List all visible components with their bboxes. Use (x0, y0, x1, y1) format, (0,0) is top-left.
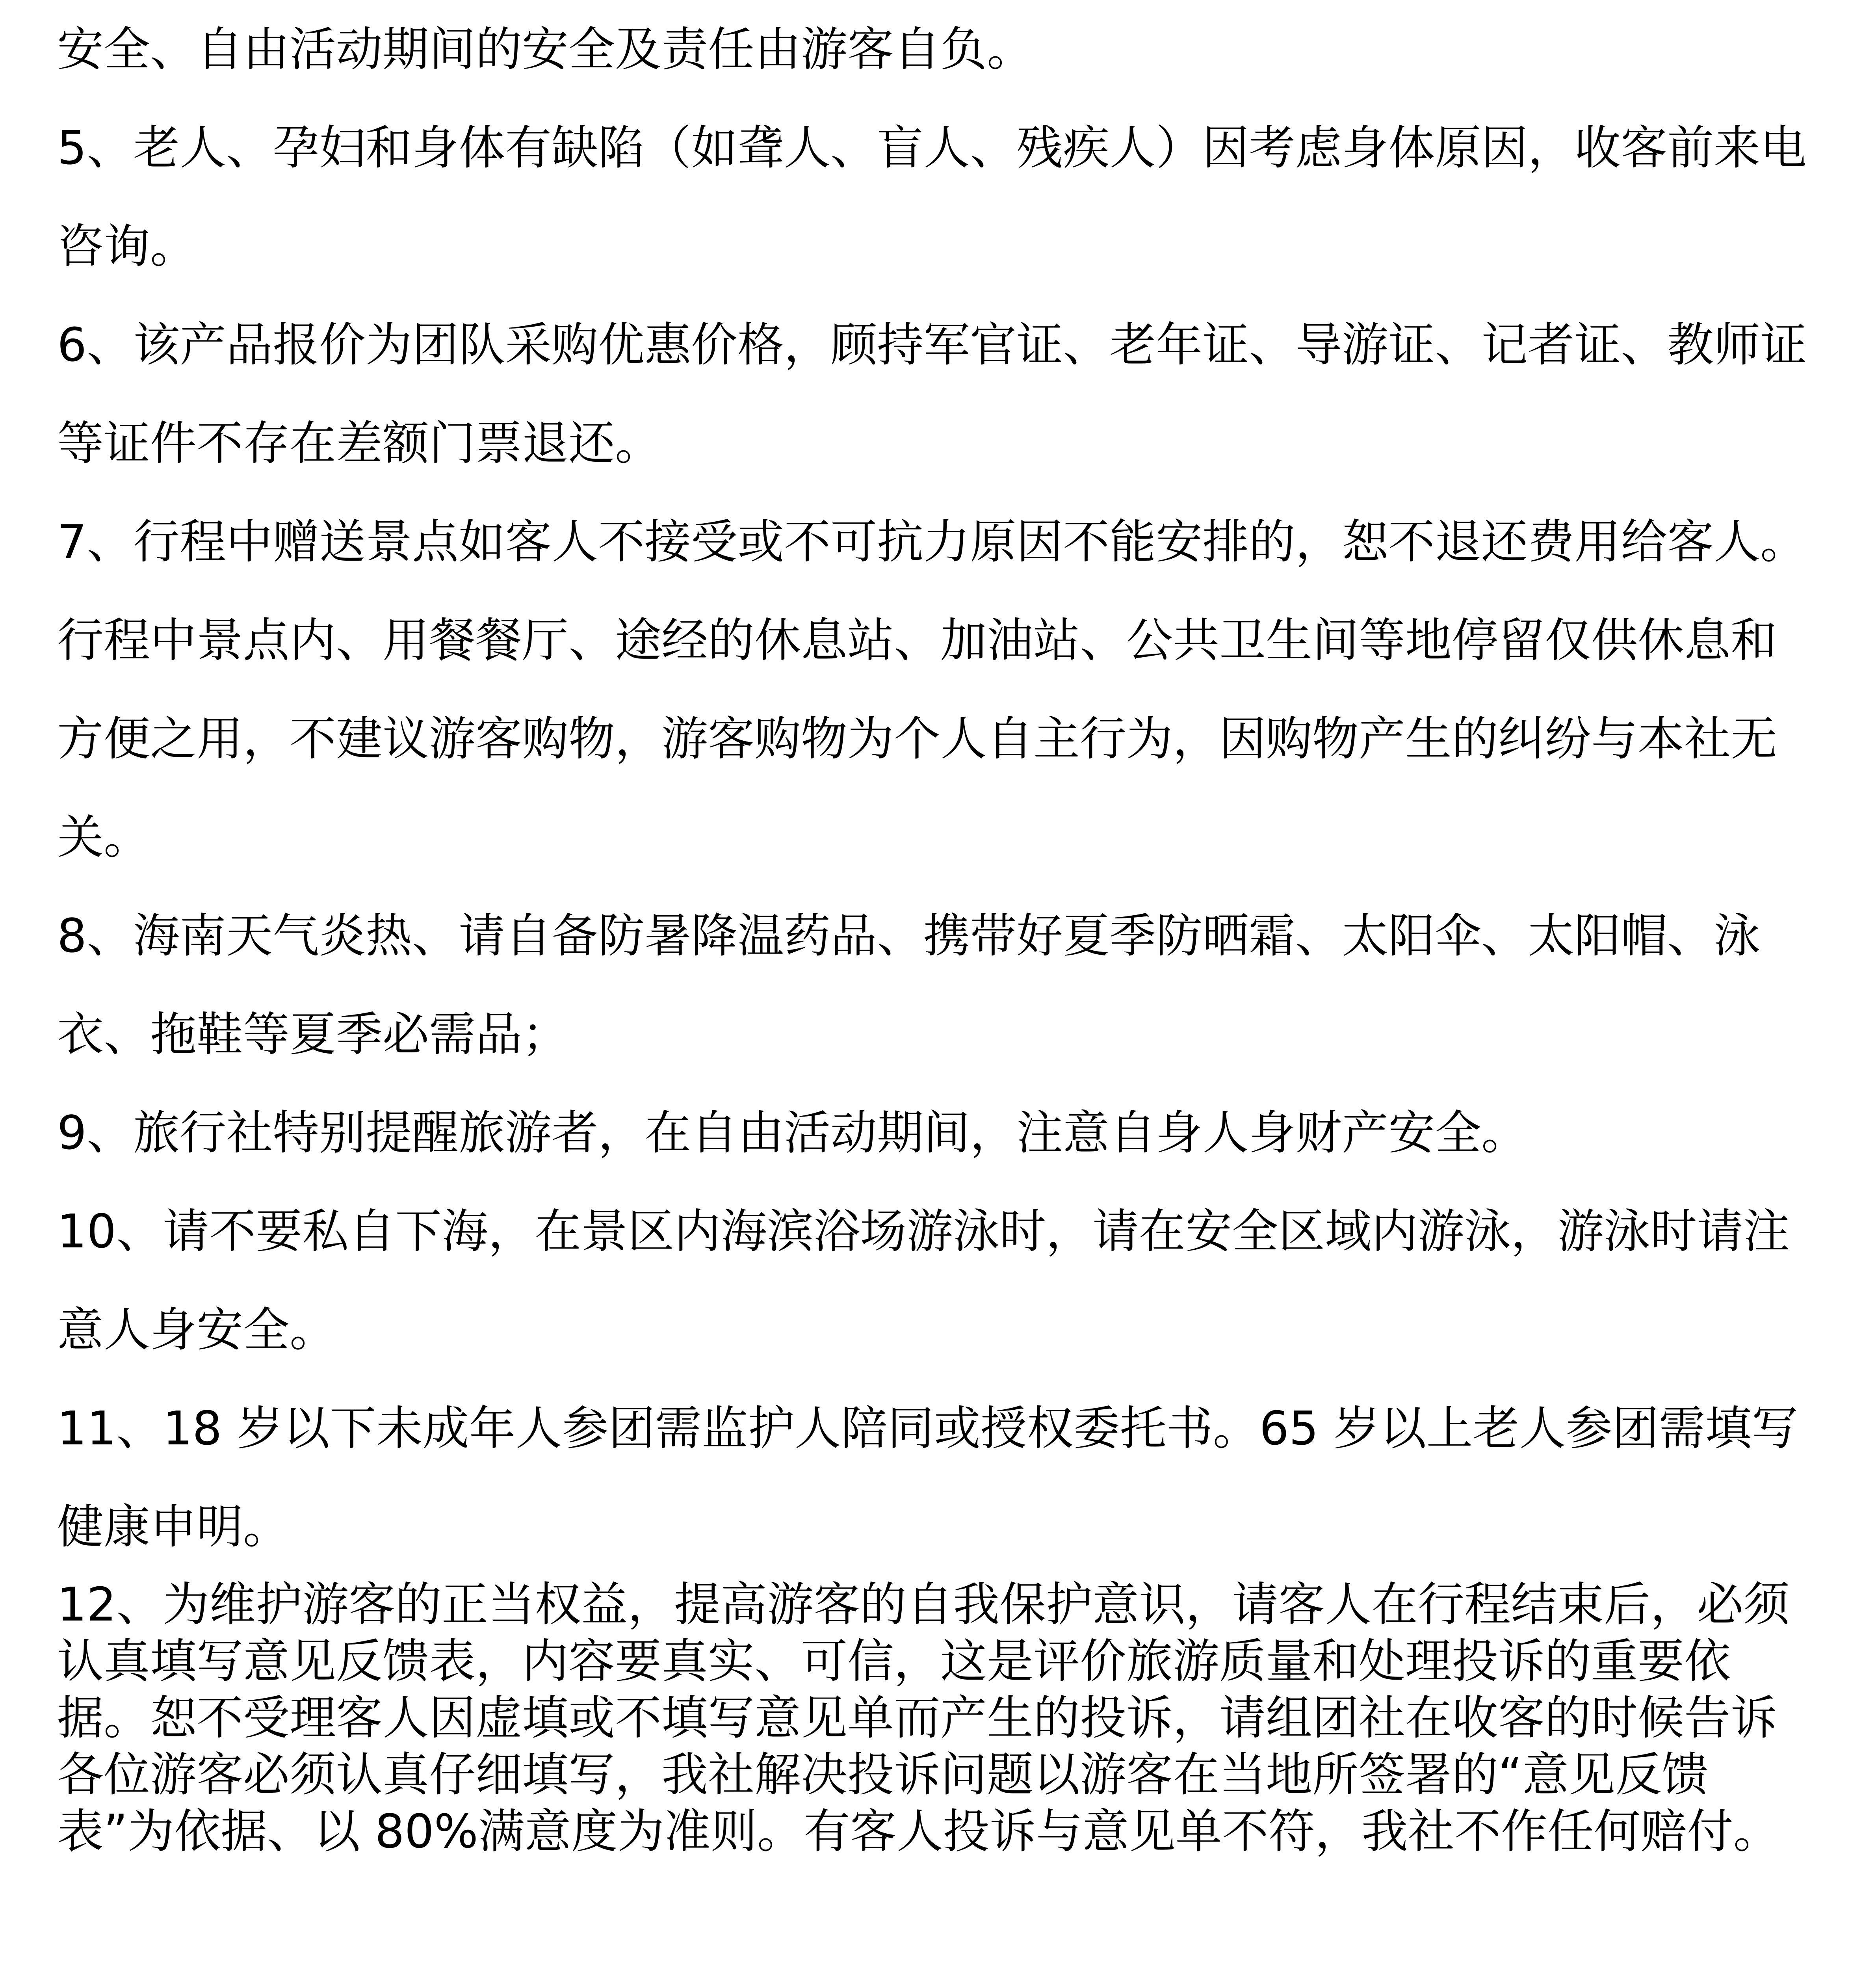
paragraph-item-9: 9、旅行社特别提醒旅游者，在自由活动期间，注意自身人身财产安全。 (57, 1106, 1528, 1160)
notice-text-block (57, 0, 1822, 1860)
paragraph-item-6: 6、该产品报价为团队采购优惠价格，顾持军官证、老年证、导游证、记者证、教师证等证件不存在差额门票退还。 (57, 318, 1807, 470)
paragraph-item-5: 5、老人、孕妇和身体有缺陷（如聋人、盲人、残疾人）因考虑身体原因，收客前来电咨询。 (57, 121, 1807, 273)
paragraph-item-12: 12、为维护游客的正当权益，提高游客的自我保护意识，请客人在行程结束后，必须认真填写意见反馈表，内容要真实、可信，这是评价旅游质量和处理投诉的重要依据。恕不受理客人因虚填或不填写意见单而产生的投诉，请组团社在收客的时候告诉各位游客必须认真仔细填写，我社解决投诉问题以游客在当地所签署的“意见反馈表”为依据、以 80%满意度为准则。有客人投诉与意见单不符，我社不作任何赔付。 (57, 1577, 1790, 1858)
paragraph-safety-continuation: 安全、自由活动期间的安全及责任由游客自负。 (57, 22, 1034, 76)
paragraph-item-8: 8、海南天气炎热、请自备防暑降温药品、携带好夏季防晒霜、太阳伞、太阳帽、泳衣、拖鞋等夏季必需品； (57, 909, 1761, 1061)
paragraph-item-11: 11、18 岁以下未成年人参团需监护人陪同或授权委托书。65 岁以上老人参团需填写健康申明。 (57, 1401, 1798, 1554)
paragraph-item-7: 7、行程中赠送景点如客人不接受或不可抗力原因不能安排的，恕不退还费用给客人。行程中景点内、用餐餐厅、途经的休息站、加油站、公共卫生间等地停留仅供休息和方便之用，不建议游客购物，游客购物为个人自主行为，因购物产生的纠纷与本社无关。 (57, 515, 1807, 864)
paragraph-item-10: 10、请不要私自下海，在景区内海滨浴场游泳时，请在安全区域内游泳，游泳时请注意人身安全。 (57, 1204, 1790, 1357)
